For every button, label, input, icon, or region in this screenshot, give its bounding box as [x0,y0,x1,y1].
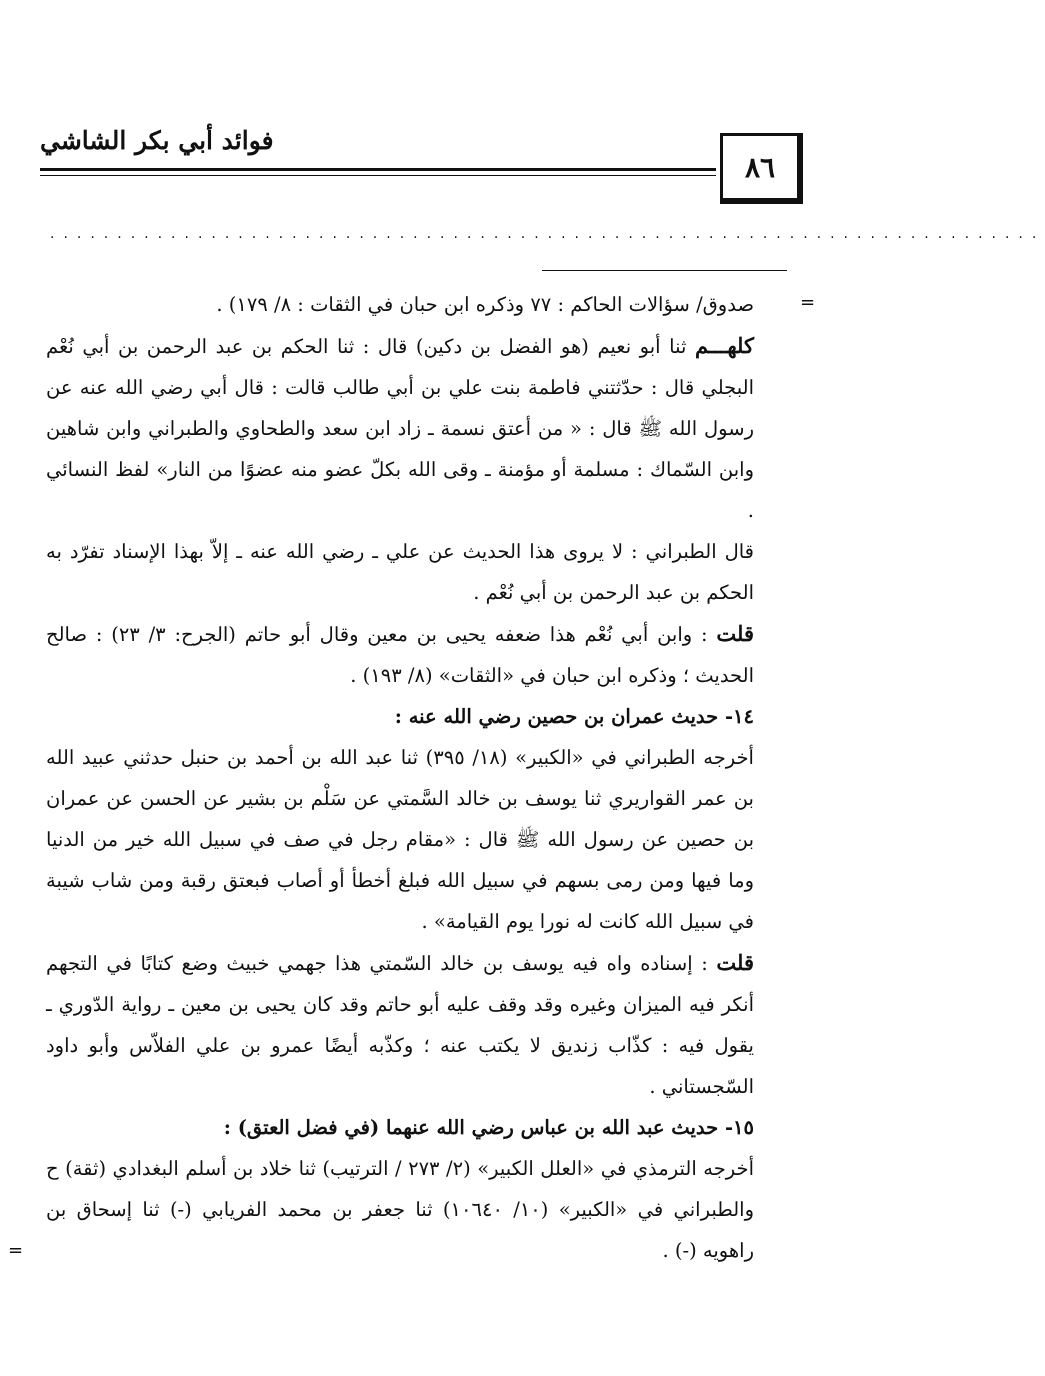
margin-mark-top: = [800,292,816,313]
page-body [46,284,754,1271]
paragraph: أخرجه الطبراني في «الكبير» (١٨/ ٣٩٥) ثنا عبد الله بن أحمد بن حنبل حدثني عبيد الله بن عمر القواريري ثنا يوسف بن خالد السَّمتي عن سَلْم بن بشير عن الحسن عن عمران بن حصين عن رسول الله ﷺ قال : «مقام رجل في صف في سبيل الله خير من الدنيا وما فيها ومن رمى بسهم في سبيل الله فبلغ أخطأ أو أصاب فبعتق رقبة ومن شاب شيبة في سبيل الله كانت له نورا يوم القيامة» . [46,746,754,933]
paragraph: صدوق/ سؤالات الحاكم : ٧٧ وذكره ابن حبان في الثقات : ٨/ ١٧٩) . [216,293,754,316]
paragraph: قلت : إسناده واه فيه يوسف بن خالد السّمتي هذا جهمي خبيث وضع كتابًا في التجهم أنكر فيه الميزان وغيره وقد وقف عليه أبو حاتم وقد كان يحيى بن معين ـ رواية الدّوري ـ يقول فيه : كذّاب زنديق لا يكتب عنه ؛ وكذّبه أيضًا عمرو بن علي الفلاّس وأبو داود السّجستاني . [46,950,754,1098]
footnote-rule [542,270,787,271]
page-number: ٨٦ [720,133,803,204]
paragraph: كلهـــم ثنا أبو نعيم (هو الفضل بن دكين) قال : ثنا الحكم بن عبد الرحمن بن أبي نُعْم البجلي قال : حدّثتني فاطمة بنت علي بن أبي طالب قالت : قال أبي رضي الله عنه عن رسول الله ﷺ قال : « من أعتق نسمة ـ زاد ابن سعد والطحاوي والطبراني وابن شاهين وابن السّماك : مسلمة أو مؤمنة ـ وقى الله بكلّ عضو منه عضوًا من النار» لفظ النسائي . [46,333,754,522]
paragraph: قال الطبراني : لا يروى هذا الحديث عن علي ـ رضي الله عنه ـ إلاّ بهذا الإسناد تفرّد به الحكم بن عبد الرحمن بن أبي نُعْم . [46,540,754,604]
paragraph: أخرجه الترمذي في «العلل الكبير» (٢/ ٢٧٣ / الترتيب) ثنا خلاد بن أسلم البغدادي (ثقة) ح والطبراني في «الكبير» (١٠/ ١٠٦٤٠) ثنا جعفر بن محمد الفريابي (-) ثنا إسحاق بن راهويه (-) . [46,1157,754,1262]
header-rule [40,168,716,176]
book-title: فوائد أبي بكر الشاشي [40,126,274,155]
margin-mark-bottom: = [8,1240,24,1261]
lead-word: كلهـــم [694,333,754,358]
lead-word: قلت [716,950,754,975]
dotted-separator: .......................................................................... [50,226,1045,242]
section-heading: ١٥- حديث عبد الله بن عباس رضي الله عنهما (في فضل العتق) : [223,1116,754,1139]
paragraph: قلت : وابن أبي نُعْم هذا ضعفه يحيى بن معين وقال أبو حاتم (الجرح: ٣/ ٢٣) : صالح الحديث ؛ وذكره ابن حبان في «الثقات» (٨/ ١٩٣) . [46,621,754,687]
lead-word: قلت [716,621,754,646]
section-heading: ١٤- حديث عمران بن حصين رضي الله عنه : [394,705,754,728]
